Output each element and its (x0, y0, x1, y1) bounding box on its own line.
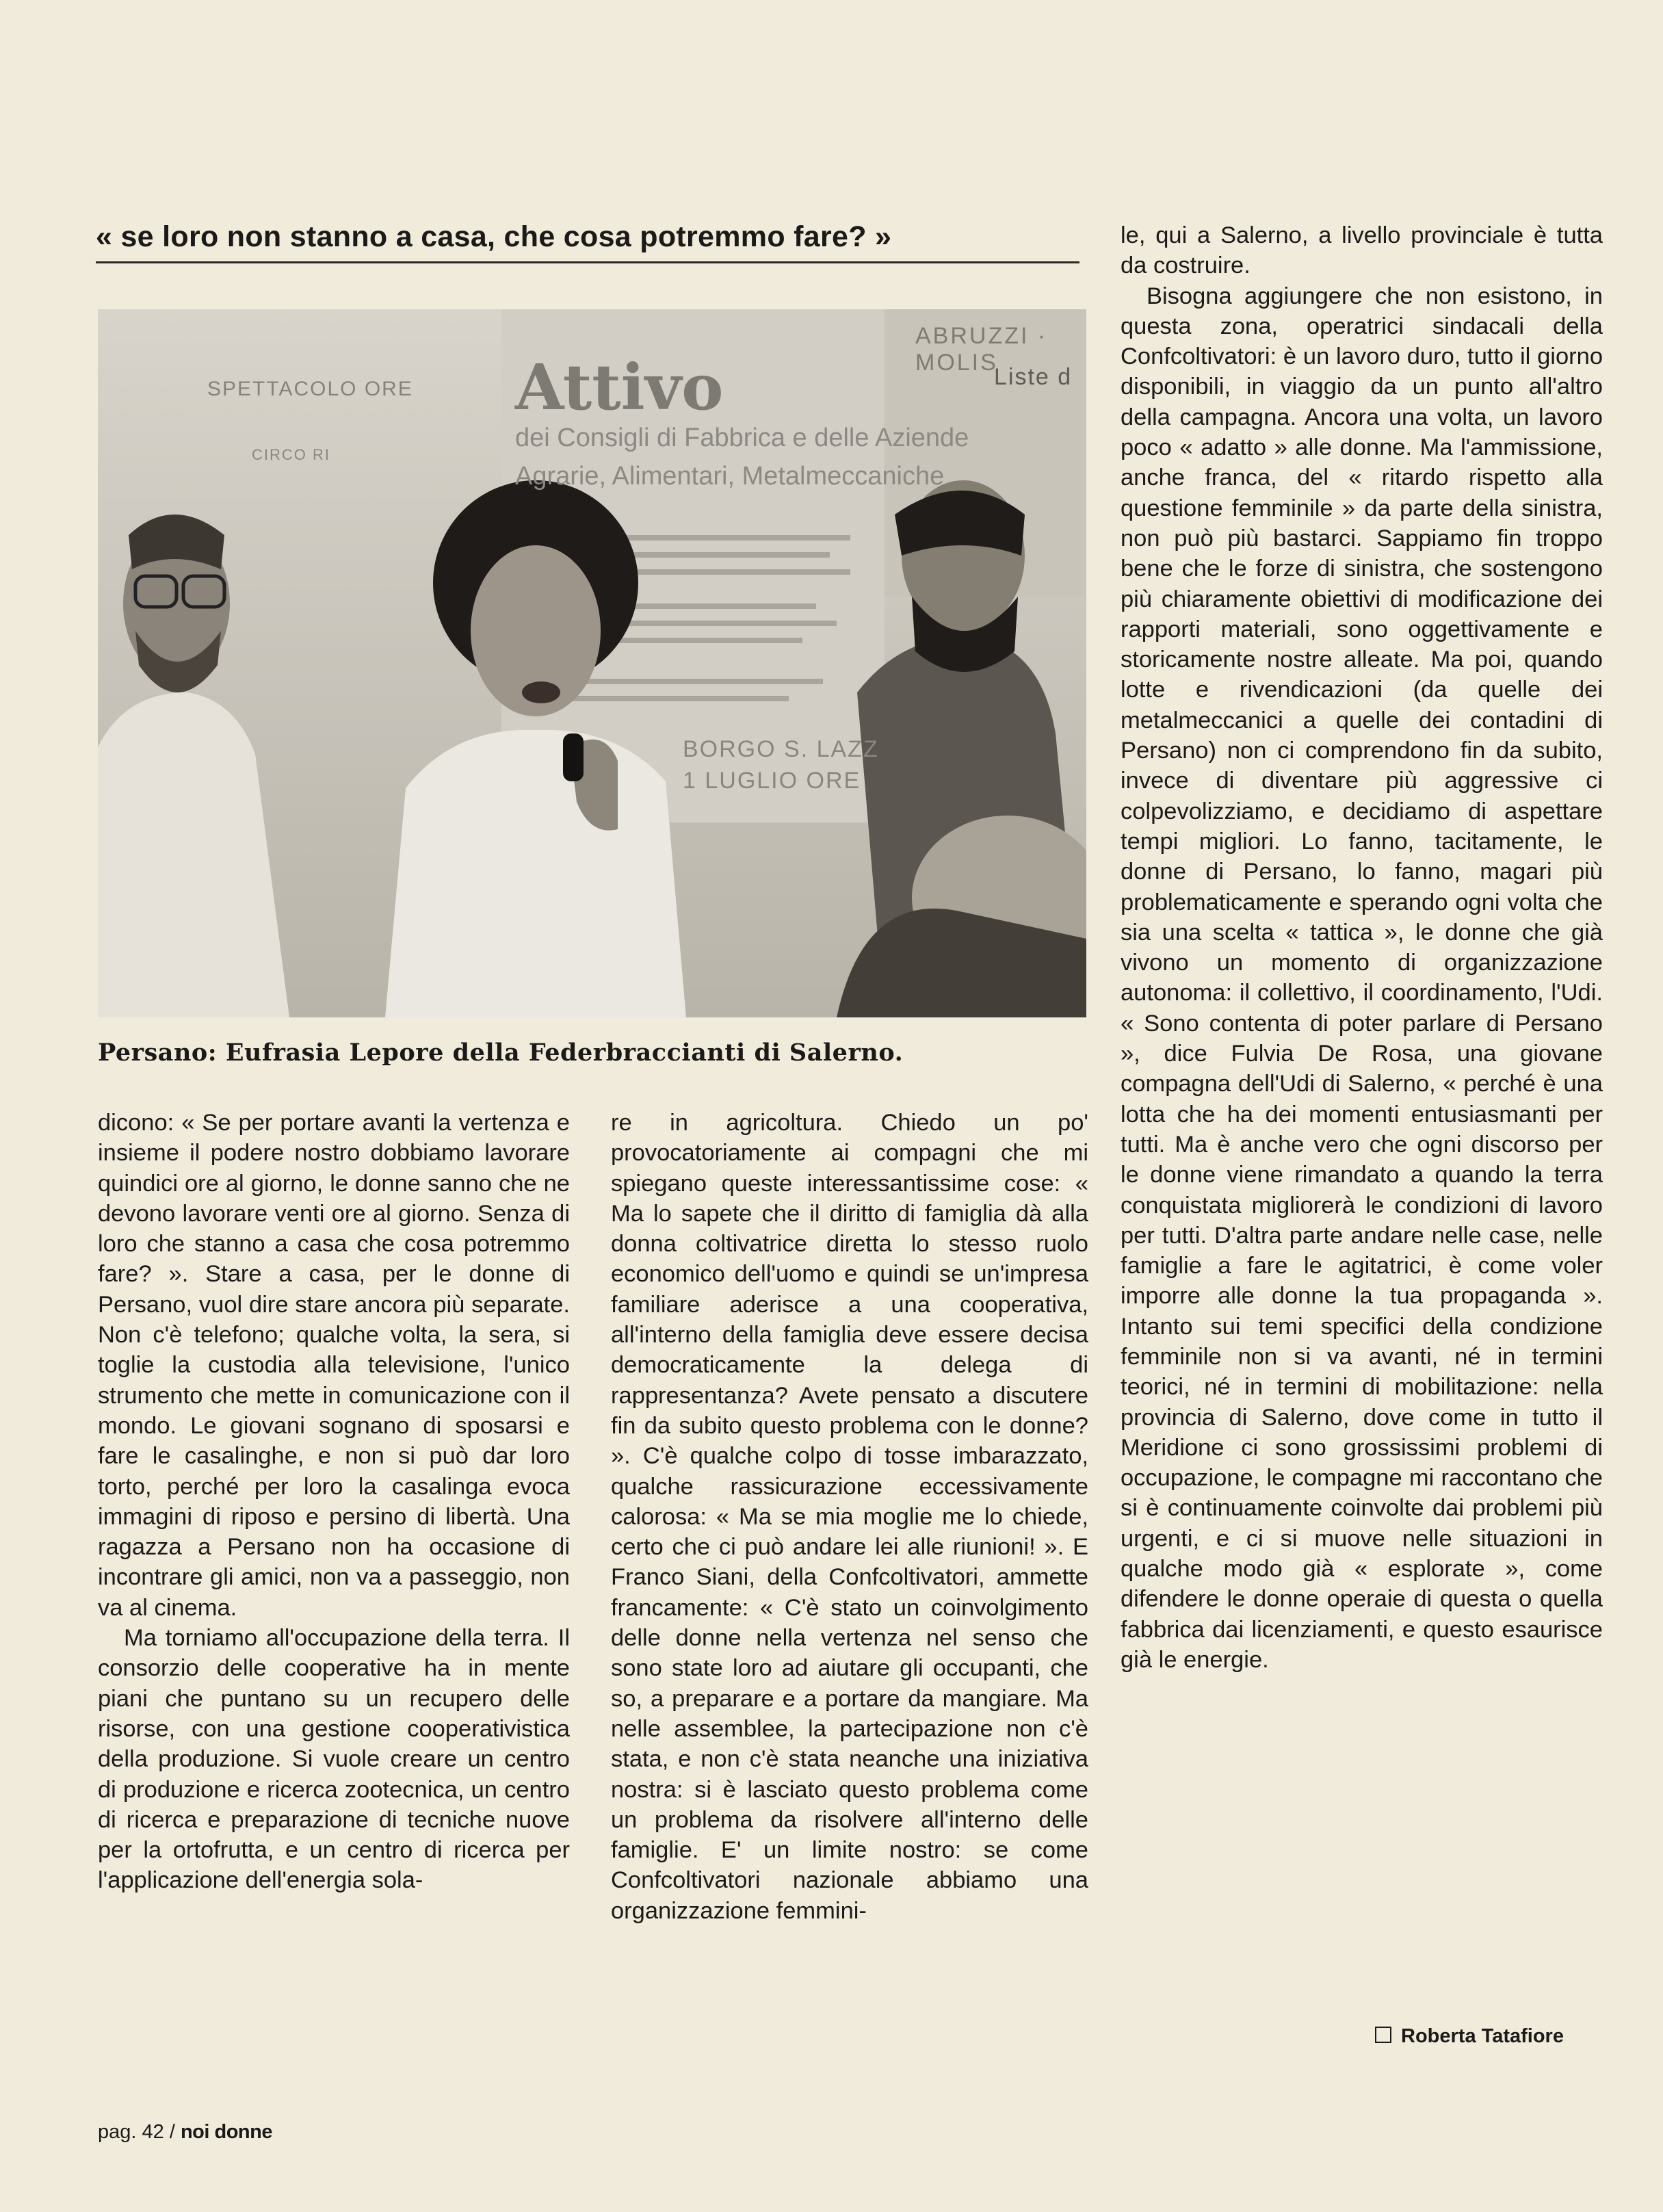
poster-bottom-line-2: 1 LUGLIO ORE (683, 768, 861, 794)
poster-subtitle (515, 419, 1035, 495)
paragraph: dicono: « Se per portare avanti la vertenza e insieme il podere nostro dobbiamo lavorare quindici ore al giorno, le donne sanno che ne devono lavorare venti ore al giorno. Senza di loro che stanno a casa che cosa potremmo fare? ». Stare a casa, per le donne di Persano, vuol dire stare ancora più separate. Non c'è telefono; qualche volta, la sera, si toglie la custodia alla televisione, l'unico strumento che mette in comunicazione con il mondo. Le giovani sognano di sposarsi e fare le casalinghe, e non si può dar loro torto, perché per loro la casalinga evoca immagini di riposo e persino di libertà. Una ragazza a Persano non ha occasione di incontrare gli amici, non va a passeggio, non va al cinema. (98, 1110, 570, 1621)
poster-left-text-2: CIRCO RI (252, 446, 330, 463)
text-column-2 (611, 1108, 1088, 1926)
author-byline (1375, 2025, 1564, 2048)
paragraph: re in agricoltura. Chiedo un po' provocatoriamente ai compagni che mi spiegano queste interessantissime cose: « Ma lo sapete che il diritto di famiglia dà alla donna coltivatrice diretta lo stesso ruolo economico dell'uomo e quindi se un'impresa familiare aderisce a una cooperativa, all'interno della famiglia deve essere decisa democraticamente la delega di rappresentanza? Avete pensato a discutere fin da subito questo problema con le donne? ». C'è qualche colpo di tosse imbarazzato, qualche rassicurazione eccessivamente calorosa: « Ma se mia moglie me lo chiede, certo che ci può andare lei alle riunioni! ». E Franco Siani, della Confcoltivatori, ammette francamente: « C'è stato un coinvolgimento delle donne nella vertenza nel senso che sono state loro ad aiutare gli occupanti, che so, a preparare e a portare da mangiare. Ma nelle assemblee, la partecipazione non c'è stata, e non c'è stata neanche una iniziativa nostra: si è lasciato questo problema come un problema da risolvere all'interno delle famiglie. E' un limite nostro: se come Confcoltivatori nazionale abbiamo una organizzazione femmini- (611, 1110, 1088, 1924)
paragraph: Ma torniamo all'occupazione della terra. Il consorzio delle cooperative ha in mente piani che puntano su un recupero delle risorse, con una gestione cooperativistica della produzione. Si vuole creare un centro di produzione e ricerca zootecnica, un centro di ricerca e preparazione di tecniche nuove per la ortofrutta, e un centro di ricerca per l'applicazione dell'energia sola- (98, 1625, 570, 1894)
paragraph: Bisogna aggiungere che non esistono, in questa zona, operatrici sindacali della Confcoltivatori: è un lavoro duro, tutto il giorno disponibili, in viaggio da un punto all'altro della campagna. Ancora una volta, un lavoro poco « adatto » alle donne. Ma l'ammissione, anche franca, del « ritardo rispetto alla questione femminile » da parte della sinistra, non può più bastarci. Sappiamo fin troppo bene che le forze di sinistra, che sostengono più chiaramente obiettivi di modificazione dei rapporti materiali, sono oggettivamente e storicamente nostre alleate. Ma poi, quando lotte e rivendicazioni (da quelle dei metalmeccanici a quelle dei contadini di Persano) non ci comprendono fin da subito, invece di diventare più aggressive ci colpevolizziamo, e decidiamo di aspettare tempi migliori. Lo fanno, tacitamente, le donne di Persano, lo fanno, magari più problematicamente e sperando ogni volta che sia una scelta « tattica », le donne che già vivono un momento di organizzazione autonoma: il collettivo, il coordinamento, l'Udi. « Sono contenta di poter parlare di Persano », dice Fulvia De Rosa, una giovane compagna dell'Udi di Salerno, « perché è una lotta che ha dei momenti entusiasmanti per tutti. Ma è anche vero che ogni discorso per le donne viene rimandato a quando la terra conquistata migliorerà le condizioni di lavoro per tutti. D'altra parte andare nelle case, nelle famiglie a fare le agitatrici, è come voler imporre alle donne la tua propaganda ». Intanto sui temi specifici della condizione femminile non si va avanti, né in termini teorici, né in termini di mobilitazione: nella provincia di Salerno, dove come in tutto il Meridione ci sono grossissimi problemi di occupazione, le compagne mi raccontano che si è continuamente coinvolte dai problemi più urgenti, e ci si muove nelle situazioni in qualche modo già « esplorate », come difendere le donne operaie di questa o quella fabbrica dai licenziamenti, e questo esaurisce già le energie. (1121, 283, 1603, 1673)
paragraph: le, qui a Salerno, a livello provinciale è tutta da costruire. (1121, 222, 1603, 279)
article-photo (98, 309, 1086, 1017)
photo-caption: Persano: Eufrasia Lepore della Federbraccianti di Salerno. (98, 1039, 904, 1067)
author-name: Roberta Tatafiore (1401, 2025, 1564, 2047)
poster-bottom-text (683, 733, 879, 796)
page-footer (98, 2121, 272, 2144)
poster-right-text-2: Liste d (994, 364, 1073, 390)
page-number: pag. 42 / (98, 2121, 175, 2143)
article-headline: « se loro non stanno a casa, che cosa potremmo fare? » (96, 220, 892, 253)
poster-subtitle-line-1: dei Consigli di Fabbrica e delle Aziende (515, 424, 969, 452)
headline-rule (96, 261, 1079, 263)
poster-right-text: ABRUZZI · MOLIS (915, 323, 1048, 376)
poster-subtitle-line-2: Agrarie, Alimentari, Metalmeccaniche (515, 462, 945, 491)
magazine-name: noi donne (180, 2121, 272, 2143)
poster-bottom-line-1: BORGO S. LAZZ (683, 736, 879, 762)
text-column-3 (1121, 220, 1603, 1675)
poster-left-text: SPETTACOLO ORE (207, 378, 413, 400)
square-bullet-icon (1375, 2027, 1391, 2043)
poster-title: Attivo (515, 350, 724, 424)
text-column-1 (98, 1108, 570, 1896)
